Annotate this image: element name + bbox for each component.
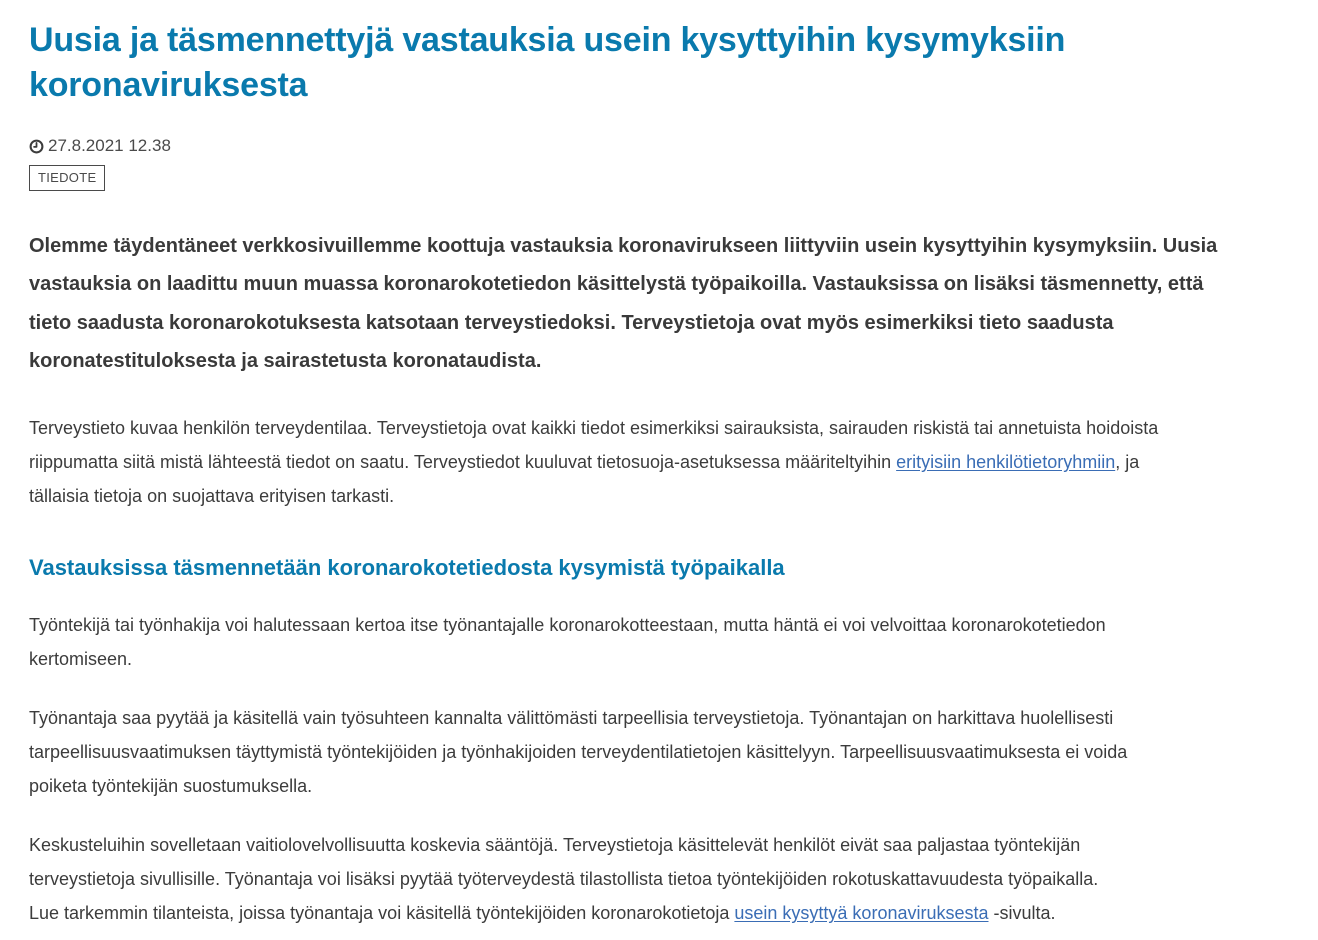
paragraph-text: -sivulta.: [988, 903, 1056, 924]
paragraph-line: Keskusteluihin sovelletaan vaitiolovelvollisuutta koskevia sääntöjä. Terveystietoja käsittelevät henkilöt eivät saa paljastaa työntekijän: [29, 835, 1081, 856]
lead-line: koronatestituloksesta ja sairastetusta koronataudista.: [29, 349, 542, 372]
section-heading: Vastauksissa täsmennetään koronarokotetiedosta kysymistä työpaikalla: [29, 555, 785, 581]
paragraph-line: [29, 896, 1298, 930]
body-paragraph-employer: [29, 701, 1298, 803]
paragraph-text: , ja: [1115, 452, 1140, 473]
paragraph-text: Lue tarkemmin tilanteista, joissa työnantaja voi käsitellä työntekijöiden koronarokotietoja: [29, 903, 735, 924]
paragraph-line: tarpeellisuusvaatimuksen täyttymistä työntekijöiden ja työnhakijoiden terveydentilatietojen käsittelyyn. Tarpeellisuusvaatimuksesta ei voida: [29, 742, 1128, 763]
lead-paragraph: [29, 227, 1298, 380]
page-title-line: koronaviruksesta: [29, 66, 308, 104]
paragraph-line: Terveystieto kuvaa henkilön terveydentilaa. Terveystietoja ovat kaikki tiedot esimerkiksi sairauksista, sairauden riskistä tai annetuista hoidoista: [29, 418, 1159, 439]
page-title: [29, 0, 1298, 108]
lead-line: Olemme täydentäneet verkkosivuillemme koottuja vastauksia koronavirukseen liittyviin usein kysyttyihin kysymyksiin. Uusia: [29, 235, 1218, 257]
lead-line: vastauksia on laadittu muun muassa koronarokotetiedon käsittelystä työpaikoilla. Vastauksissa on lisäksi täsmennetty, että: [29, 273, 1204, 296]
paragraph-line: tällaisia tietoja on suojattava erityisen tarkasti.: [29, 486, 395, 507]
faq-coronavirus-link[interactable]: usein kysyttyä koronaviruksesta: [734, 903, 989, 924]
clock-icon: [29, 139, 44, 154]
body-paragraph-confidentiality: [29, 828, 1298, 930]
publish-datetime: 27.8.2021 12.38: [48, 136, 171, 155]
paragraph-line: kertomiseen.: [29, 649, 133, 670]
paragraph-line: Työnantaja saa pyytää ja käsitellä vain työsuhteen kannalta välittömästi tarpeellisia terveystietoja. Työnantajan on harkittava huolellisesti: [29, 708, 1114, 729]
body-paragraph-health-data: [29, 411, 1298, 513]
paragraph-line: Työntekijä tai työnhakija voi halutessaan kertoa itse työnantajalle koronarokotteestaan, mutta häntä ei voi velvoittaa koronarokotetiedon: [29, 615, 1106, 636]
page-title-line: Uusia ja täsmennettyjä vastauksia usein kysyttyihin kysymyksiin: [29, 21, 1066, 59]
lead-line: tieto saadusta koronarokotuksesta katsotaan terveystiedoksi. Terveystietoja ovat myös esimerkiksi tieto saadusta: [29, 311, 1114, 334]
paragraph-line: [29, 445, 1298, 479]
special-categories-link[interactable]: erityisiin henkilötietoryhmiin: [896, 452, 1116, 473]
paragraph-line: poiketa työntekijän suostumuksella.: [29, 776, 313, 797]
paragraph-line: terveystietoja sivullisille. Työnantaja voi lisäksi pyytää työterveydestä tilastollista tietoa työntekijöiden rokotuskattavuudesta työpaikalla.: [29, 869, 1099, 890]
body-paragraph-employee: [29, 608, 1298, 676]
article-meta: [29, 135, 1298, 157]
paragraph-text: riippumatta siitä mistä lähteestä tiedot on saatu. Terveystiedot kuuluvat tietosuoja-asetuksessa määriteltyihin: [29, 452, 897, 473]
category-badge[interactable]: TIEDOTE: [29, 165, 105, 191]
